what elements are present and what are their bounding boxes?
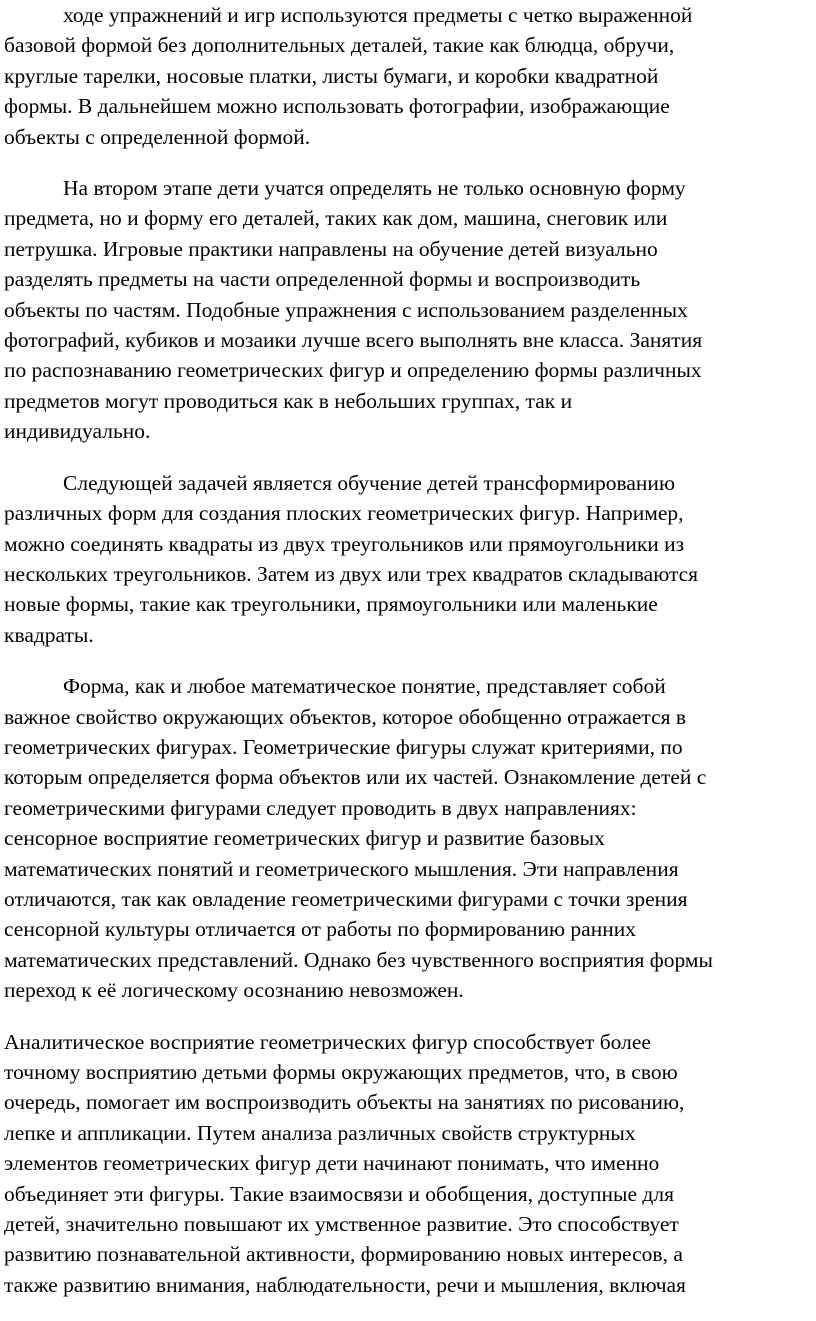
paragraph-3 (4, 468, 812, 650)
text-line: которым определяется форма объектов или их частей. Ознакомление детей с (4, 765, 707, 790)
text-line: отличаются, так как овладение геометрическими фигурами с точки зрения (4, 886, 688, 911)
text-line: нескольких треугольников. Затем из двух или трех квадратов складываются (4, 561, 699, 586)
paragraph-5 (4, 1027, 812, 1301)
paragraph-2 (4, 173, 812, 447)
text-line: сенсорной культуры отличается от работы по формированию ранних (4, 917, 636, 942)
document-page (4, 0, 812, 1321)
text-line: лепке и аппликации. Путем анализа различных свойств структурных (4, 1120, 636, 1145)
text-line: предмета, но и форму его деталей, таких как дом, машина, снеговик или (4, 206, 668, 231)
text-line: Аналитическое восприятие геометрических фигур способствует более (4, 1029, 651, 1054)
text-line: индивидуально. (4, 419, 151, 444)
text-line: объекты с определенной формой. (4, 124, 311, 149)
text-line: объекты по частям. Подобные упражнения с использованием разделенных (4, 297, 688, 322)
text-line: объединяет эти фигуры. Такие взаимосвязи и обобщения, доступные для (4, 1181, 674, 1206)
text-line: Форма, как и любое математическое понятие, представляет собой (63, 674, 666, 699)
text-line: Следующей задачей является обучение детей трансформированию (63, 470, 676, 495)
text-line: очередь, помогает им воспроизводить объекты на занятиях по рисованию, (4, 1090, 685, 1115)
text-line: формы. В дальнейшем можно использовать фотографии, изображающие (4, 94, 670, 119)
paragraph-4 (4, 671, 812, 1005)
text-line: квадраты. (4, 622, 94, 647)
text-line: предметов могут проводиться как в небольших группах, так и (4, 388, 573, 413)
text-line: важное свойство окружающих объектов, которое обобщенно отражается в (4, 704, 687, 729)
text-line: круглые тарелки, носовые платки, листы бумаги, и коробки квадратной (4, 63, 659, 88)
text-line: сенсорное восприятие геометрических фигур и развитие базовых (4, 826, 605, 851)
text-line: элементов геометрических фигур дети начинают понимать, что именно (4, 1151, 660, 1176)
text-line: разделять предметы на части определенной формы и воспроизводить (4, 267, 641, 292)
text-line: различных форм для создания плоских геометрических фигур. Например, (4, 501, 684, 526)
text-line: геометрическими фигурами следует проводить в двух направлениях: (4, 795, 637, 820)
text-line: На втором этапе дети учатся определять не только основную форму (63, 176, 686, 201)
text-line: петрушка. Игровые практики направлены на обучение детей визуально (4, 236, 658, 261)
text-line: математических представлений. Однако без чувственного восприятия формы (4, 947, 713, 972)
text-line: детей, значительно повышают их умственное развитие. Это способствует (4, 1212, 679, 1237)
text-line: также развитию внимания, наблюдательности, речи и мышления, включая (4, 1272, 686, 1297)
text-line: по распознаванию геометрических фигур и определению формы различных (4, 358, 702, 383)
text-line: базовой формой без дополнительных деталей, такие как блюдца, обручи, (4, 33, 675, 58)
paragraph-1 (4, 0, 812, 152)
text-line: развитию познавательной активности, формированию новых интересов, а (4, 1242, 683, 1267)
text-line: фотографий, кубиков и мозаики лучше всего выполнять вне класса. Занятия (4, 328, 703, 353)
text-line: точному восприятию детьми формы окружающих предметов, что, в свою (4, 1060, 678, 1084)
text-line: новые формы, такие как треугольники, прямоугольники или маленькие (4, 592, 658, 617)
text-line: переход к её логическому осознанию невозможен. (4, 978, 464, 1003)
text-line: геометрических фигурах. Геометрические фигуры служат критериями, по (4, 734, 683, 759)
text-line: можно соединять квадраты из двух треугольников или прямоугольники из (4, 531, 685, 556)
text-line: ходе упражнений и игр используются предметы с четко выраженной (63, 3, 693, 27)
text-line: математических понятий и геометрического мышления. Эти направления (4, 856, 679, 881)
